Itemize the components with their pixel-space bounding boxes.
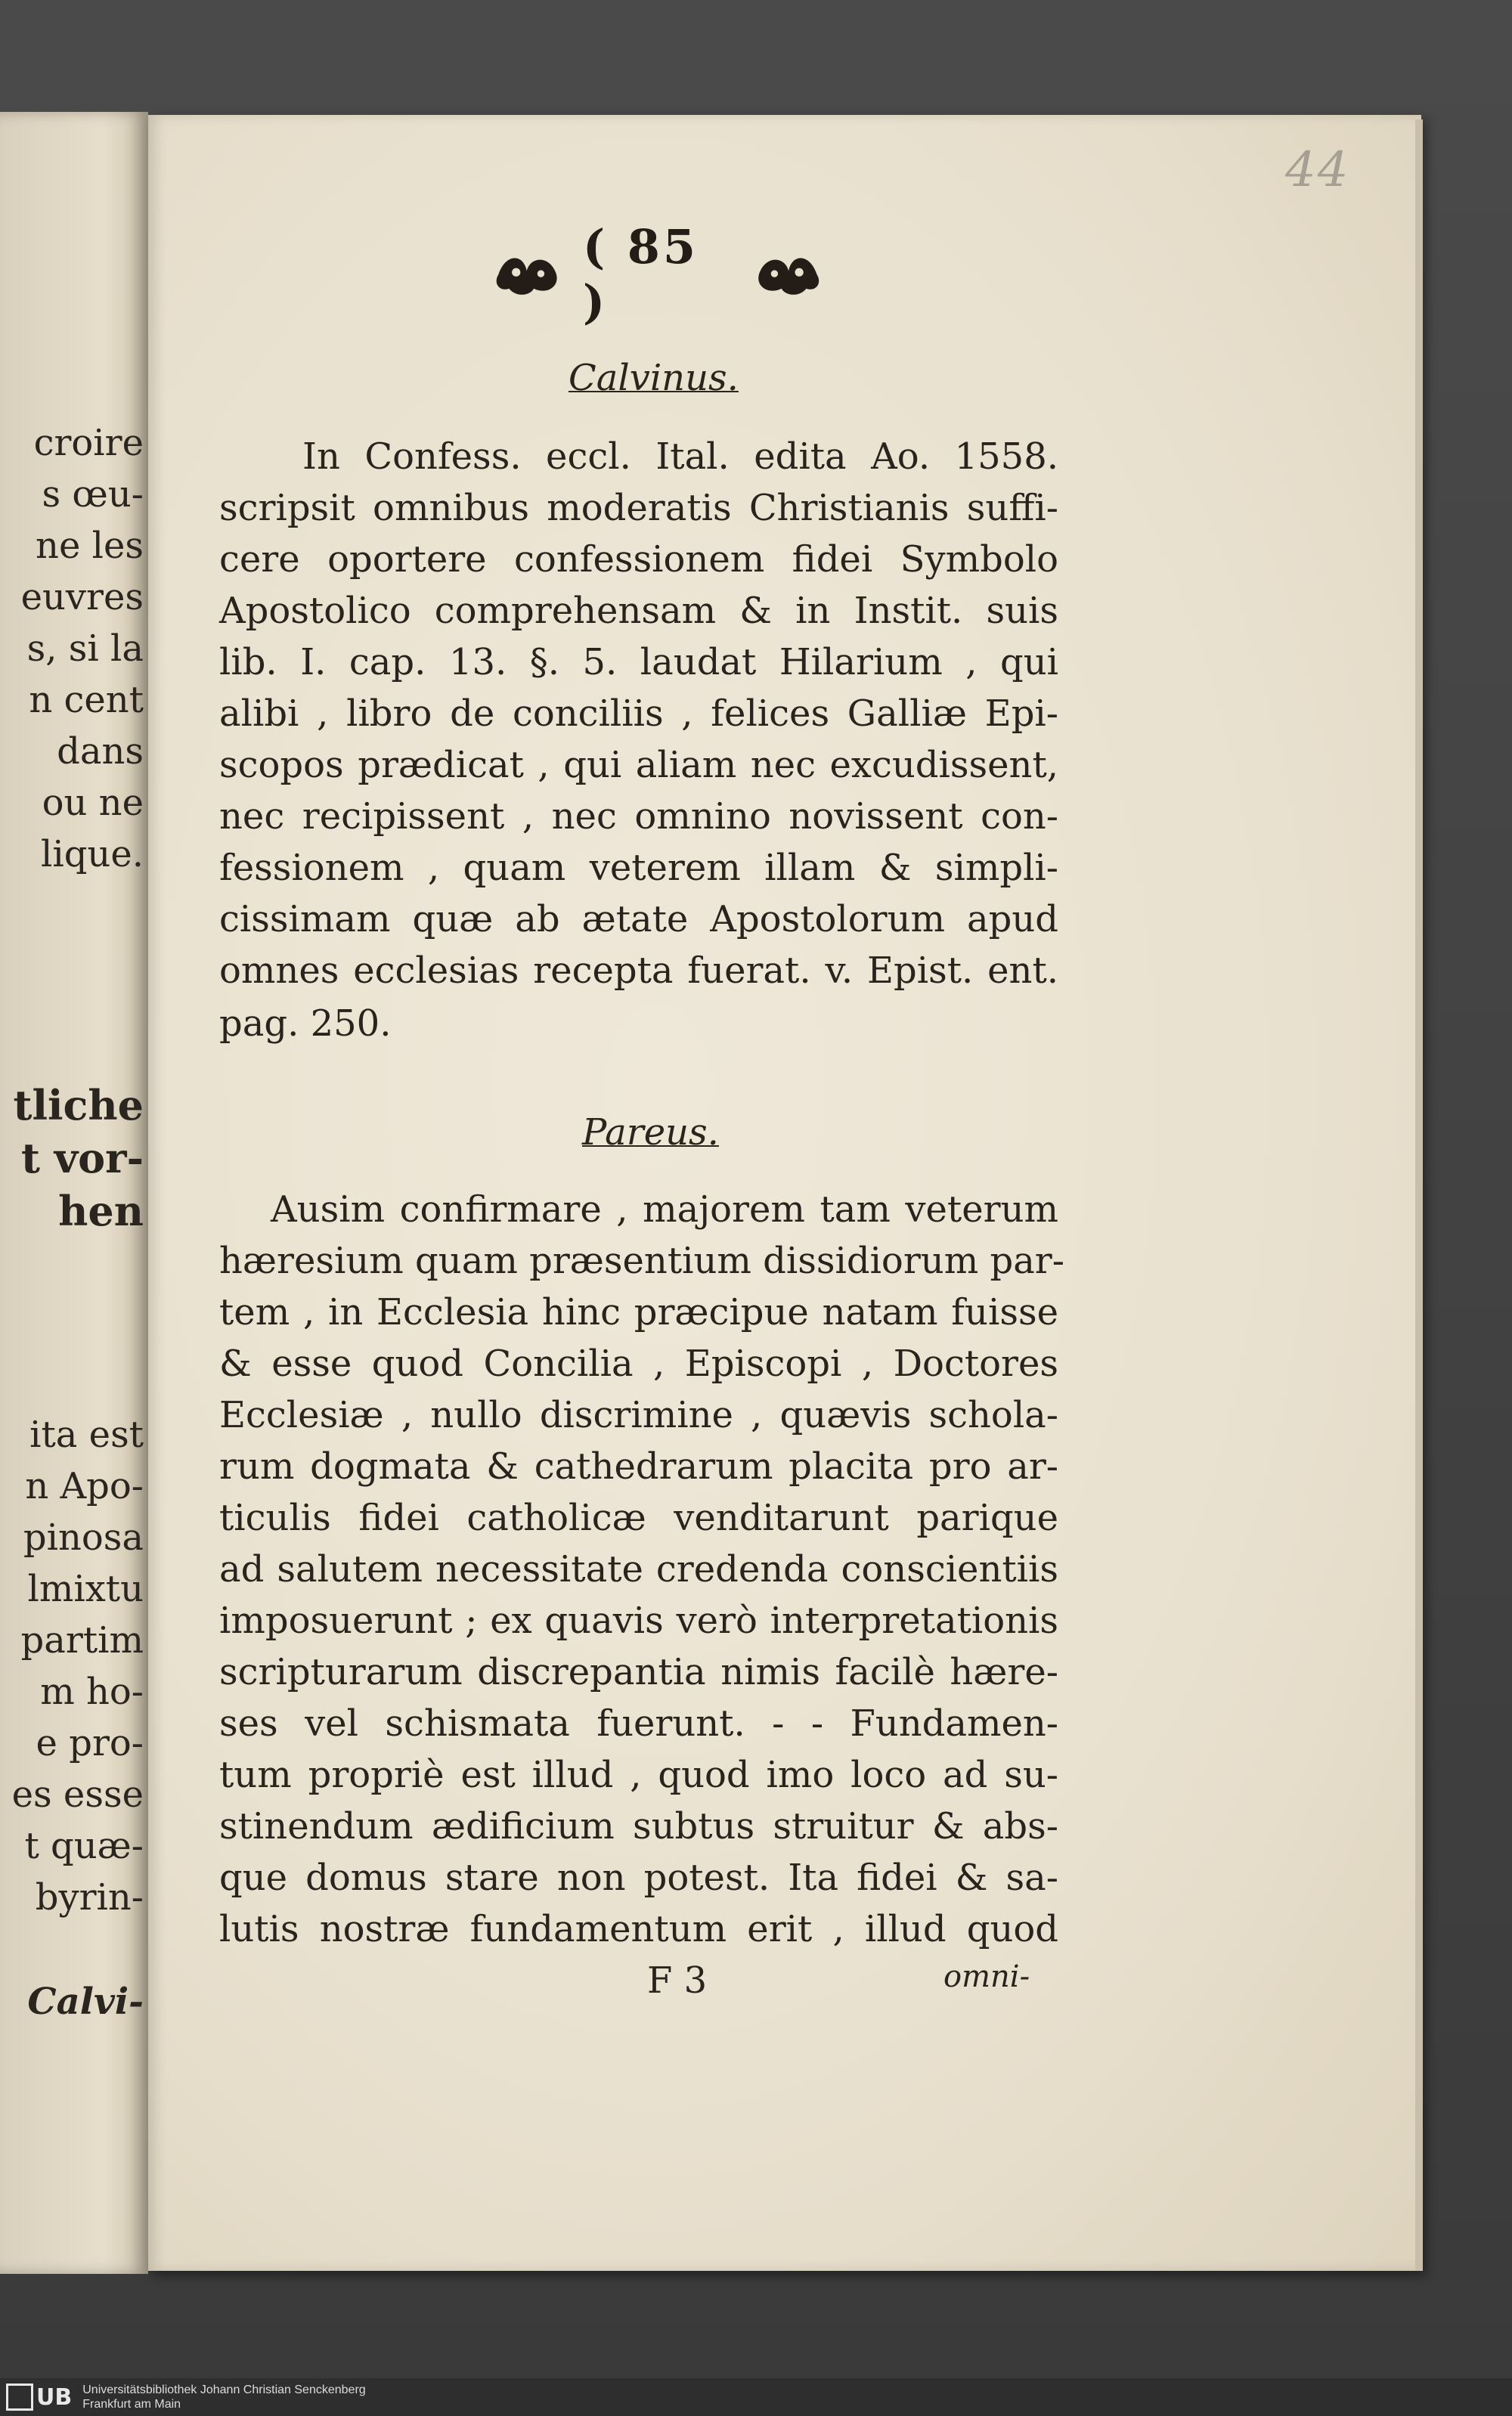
text-line: & esse quod Concilia , Episcopi , Doctores [219,1343,1058,1385]
text-line: lib. I. cap. 13. §. 5. laudat Hilarium , qui [219,641,1058,683]
text-line: cissimam quæ ab ætate Apostolorum apud [219,898,1058,940]
logo-text: UB [36,2383,73,2411]
text-line: fessionem , quam veterem illam & simpli- [219,847,1058,889]
page-edge [1415,119,1423,2271]
left-page-line: ne les [36,525,144,567]
text-line: Ecclesiæ , nullo discrimine , quævis schola- [219,1394,1058,1436]
left-page-heading-line: t vor- [21,1134,144,1182]
logo-square-icon [6,2383,33,2411]
left-page-line: pinosa [23,1516,144,1559]
fleuron-ornament-icon [746,248,824,301]
left-page-line: m ho- [40,1671,144,1713]
left-page-line: n cent [29,679,144,721]
text-line: Apostolico comprehensam & in Instit. suis [219,590,1058,632]
left-page-line: ita est [29,1414,144,1456]
text-line: scopos prædicat , qui aliam nec excudissent, [219,744,1058,786]
text-line: pag. 250. [219,1002,392,1045]
left-page-line: partim [20,1619,144,1662]
left-page-line: s œu- [42,473,144,516]
left-page-line: lique. [40,833,144,875]
section-title: Pareus. [582,1111,719,1154]
text-line: Ausim confirmare , majorem tam veterum [271,1188,1058,1231]
left-page-line: s, si la [26,627,144,670]
text-line: ad salutem necessitate credenda conscientiis [219,1548,1058,1591]
text-line: nec recipissent , nec omnino novissent con- [219,795,1058,838]
left-page-line: croire [33,422,144,464]
section-title: Calvinus. [569,357,739,399]
previous-page-fragment [0,112,148,2274]
left-page-heading-line: hen [58,1187,144,1235]
left-page-line: es esse [11,1773,144,1816]
left-page-line: euvres [20,576,144,618]
text-line: scripturarum discrepantia nimis facilè hære- [219,1651,1058,1693]
text-line: tem , in Ecclesia hinc præcipue natam fuisse [219,1291,1058,1333]
library-credit-text [82,2383,365,2411]
credit-line-2: Frankfurt am Main [82,2398,181,2411]
text-line: ses vel schismata fuerunt. - - Fundamen- [219,1702,1058,1745]
text-line: rum dogmata & cathedrarum placita pro ar- [219,1445,1058,1488]
text-line: tum propriè est illud , quod imo loco ad su- [219,1754,1058,1796]
text-line: stinendum ædificium subtus struitur & abs- [219,1805,1058,1848]
text-line: omnes ecclesias recepta fuerat. v. Epist. ent. [219,949,1058,992]
text-line: cere oportere confessionem fidei Symbolo [219,538,1058,581]
text-line: hæresium quam præsentium dissidiorum par- [219,1240,1064,1282]
left-page-line: e pro- [36,1722,144,1764]
left-page-line: dans [57,730,144,773]
text-line: alibi , libro de conciliis , felices Galliæ Epi- [219,692,1058,735]
left-page-line: byrin- [35,1876,144,1919]
text-line: ticulis fidei catholicæ venditarunt parique [219,1497,1058,1539]
text-line: lutis nostræ fundamentum erit , illud quod [219,1908,1058,1950]
library-credit-bar [0,2378,1512,2416]
left-page-line: ou ne [42,782,144,824]
catchword: omni- [943,1959,1030,1994]
library-logo [6,2383,72,2411]
text-line: que domus stare non potest. Ita fidei & sa- [219,1857,1058,1899]
left-page-line: lmixtu [27,1568,144,1610]
left-page-line: t quæ- [24,1825,144,1867]
text-line: In Confess. eccl. Ital. edita Ao. 1558. [302,435,1058,478]
text-line: scripsit omnibus moderatis Christianis suffi- [219,487,1058,529]
page-number: ( 85 ) [582,219,699,330]
pencil-annotation: 44 [1285,142,1350,198]
fleuron-ornament-icon [491,248,569,301]
signature-mark: F 3 [647,1959,708,2002]
text-line: imposuerunt ; ex quavis verò interpretationis [219,1600,1058,1642]
page-header [491,219,824,330]
left-page-heading-line: tliche [13,1081,144,1129]
left-page-catchword: Calvi- [27,1981,144,2023]
left-page-line: n Apo- [25,1465,144,1507]
credit-line-1: Universitätsbibliothek Johann Christian Senckenberg [82,2383,366,2396]
